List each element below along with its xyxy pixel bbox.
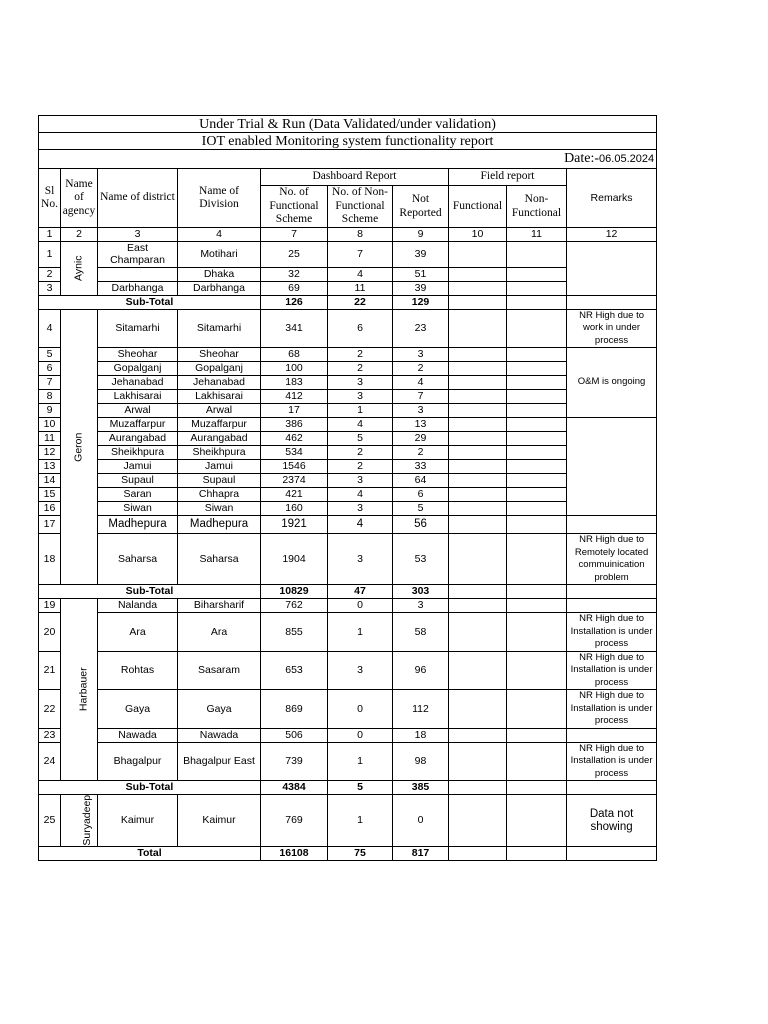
cell-non-functional: 0 — [328, 599, 393, 613]
cell-sl: 18 — [39, 534, 61, 585]
date-label: Date:- — [564, 150, 600, 166]
header-non-functional-scheme: No. of Non-Functional Scheme — [328, 186, 393, 228]
cell-district: Gopalganj — [98, 362, 178, 376]
cell-functional: 412 — [261, 390, 328, 404]
cell-division: Gaya — [178, 690, 261, 729]
cell-non-functional: 0 — [328, 690, 393, 729]
cell-not-reported: 0 — [393, 795, 449, 847]
cell-non-functional: 2 — [328, 446, 393, 460]
subtotal-label: Sub-Total — [39, 295, 261, 309]
cell-division: Arwal — [178, 404, 261, 418]
cell-sl: 22 — [39, 690, 61, 729]
cell-not-reported: 51 — [393, 267, 449, 281]
cell-not-reported: 39 — [393, 241, 449, 267]
header-field-non-functional: Non-Functional — [507, 186, 567, 228]
cell-division: Sasaram — [178, 651, 261, 690]
cell-district: Muzaffarpur — [98, 418, 178, 432]
cell-division: Bhagalpur East — [178, 742, 261, 781]
functionality-report-table — [38, 115, 657, 861]
header-dashboard-report: Dashboard Report — [261, 169, 449, 186]
cell-sl: 20 — [39, 613, 61, 652]
cell-division: Gopalganj — [178, 362, 261, 376]
cell-division: Lakhisarai — [178, 390, 261, 404]
cell-sl: 7 — [39, 376, 61, 390]
cell-field-functional — [449, 241, 507, 267]
cell-sl: 1 — [39, 241, 61, 267]
subtotal-functional: 126 — [261, 295, 328, 309]
total-not-reported: 817 — [393, 847, 449, 861]
cell-non-functional: 2 — [328, 362, 393, 376]
agency-geron: Geron — [61, 309, 98, 585]
cell-functional: 1904 — [261, 534, 328, 585]
cell-division: Saharsa — [178, 534, 261, 585]
agency-suryadeep: Suryadeep — [61, 795, 98, 847]
cell-district: Supaul — [98, 474, 178, 488]
cell-sl: 9 — [39, 404, 61, 418]
cell-sl: 3 — [39, 281, 61, 295]
table-row — [39, 460, 657, 474]
table-row — [39, 534, 657, 585]
cell-sl: 16 — [39, 502, 61, 516]
cell-non-functional: 11 — [328, 281, 393, 295]
cell-not-reported: 56 — [393, 516, 449, 534]
subtotal-non-functional: 22 — [328, 295, 393, 309]
cell-not-reported: 18 — [393, 728, 449, 742]
cell-sl: 23 — [39, 728, 61, 742]
cell-district: Kaimur — [98, 795, 178, 847]
table-row — [39, 446, 657, 460]
report-subtitle: IOT enabled Monitoring system functionality report — [39, 133, 657, 150]
cell-functional: 32 — [261, 267, 328, 281]
subtotal-not-reported: 385 — [393, 781, 449, 795]
column-number: 1 — [39, 228, 61, 242]
cell-non-functional: 2 — [328, 460, 393, 474]
cell-non-functional: 6 — [328, 309, 393, 348]
subtotal-row — [39, 585, 657, 599]
cell-not-reported: 4 — [393, 376, 449, 390]
subtotal-label: Sub-Total — [39, 585, 261, 599]
header-field-report: Field report — [449, 169, 567, 186]
cell-non-functional: 1 — [328, 613, 393, 652]
table-row — [39, 390, 657, 404]
header-division: Name of Division — [178, 169, 261, 228]
table-row — [39, 267, 657, 281]
subtotal-row — [39, 295, 657, 309]
date-value: 06.05.2024 — [599, 152, 655, 165]
cell-functional: 1546 — [261, 460, 328, 474]
cell-sl: 14 — [39, 474, 61, 488]
table-row — [39, 404, 657, 418]
header-not-reported: Not Reported — [393, 186, 449, 228]
cell-functional: 160 — [261, 502, 328, 516]
cell-non-functional: 3 — [328, 651, 393, 690]
cell-division: Muzaffarpur — [178, 418, 261, 432]
subtotal-not-reported: 303 — [393, 585, 449, 599]
cell-district: Rohtas — [98, 651, 178, 690]
cell-district — [98, 267, 178, 281]
cell-sl: 25 — [39, 795, 61, 847]
cell-district: Jamui — [98, 460, 178, 474]
cell-district: Aurangabad — [98, 432, 178, 446]
cell-not-reported: 3 — [393, 404, 449, 418]
cell-district: Jehanabad — [98, 376, 178, 390]
cell-sl: 11 — [39, 432, 61, 446]
cell-functional: 100 — [261, 362, 328, 376]
cell-division: Sheohar — [178, 348, 261, 362]
agency-harbauer: Harbauer — [61, 599, 98, 781]
table-row — [39, 516, 657, 534]
cell-not-reported: 5 — [393, 502, 449, 516]
cell-not-reported: 33 — [393, 460, 449, 474]
cell-division: Jamui — [178, 460, 261, 474]
cell-division: Aurangabad — [178, 432, 261, 446]
cell-district: Arwal — [98, 404, 178, 418]
cell-district: Madhepura — [98, 516, 178, 534]
cell-non-functional: 0 — [328, 728, 393, 742]
cell-sl: 10 — [39, 418, 61, 432]
cell-functional: 183 — [261, 376, 328, 390]
remark-ara: NR High due to Installation is under process — [567, 613, 657, 652]
report-date — [39, 150, 657, 169]
cell-non-functional: 1 — [328, 404, 393, 418]
remark-kaimur: Data not showing — [567, 795, 657, 847]
table-row — [39, 502, 657, 516]
cell-non-functional: 3 — [328, 376, 393, 390]
cell-non-functional: 4 — [328, 267, 393, 281]
cell-sl: 13 — [39, 460, 61, 474]
cell-not-reported: 53 — [393, 534, 449, 585]
cell-division: Motihari — [178, 241, 261, 267]
cell-division: Madhepura — [178, 516, 261, 534]
cell-division: Nawada — [178, 728, 261, 742]
cell-sl: 6 — [39, 362, 61, 376]
cell-non-functional: 4 — [328, 516, 393, 534]
cell-field-non-functional — [507, 241, 567, 267]
cell-remarks — [567, 241, 657, 295]
cell-district: Saharsa — [98, 534, 178, 585]
cell-not-reported: 58 — [393, 613, 449, 652]
cell-district: Lakhisarai — [98, 390, 178, 404]
cell-division: Darbhanga — [178, 281, 261, 295]
column-number: 4 — [178, 228, 261, 242]
cell-district: Darbhanga — [98, 281, 178, 295]
cell-sl: 12 — [39, 446, 61, 460]
cell-functional: 653 — [261, 651, 328, 690]
cell-district: Siwan — [98, 502, 178, 516]
cell-non-functional: 3 — [328, 390, 393, 404]
cell-division: Jehanabad — [178, 376, 261, 390]
cell-not-reported: 112 — [393, 690, 449, 729]
cell-functional: 534 — [261, 446, 328, 460]
cell-functional: 762 — [261, 599, 328, 613]
cell-sl: 21 — [39, 651, 61, 690]
cell-non-functional: 1 — [328, 742, 393, 781]
cell-functional: 739 — [261, 742, 328, 781]
remark-sitamarhi: NR High due to work in under process — [567, 309, 657, 348]
total-functional: 16108 — [261, 847, 328, 861]
cell-non-functional: 2 — [328, 348, 393, 362]
cell-not-reported: 13 — [393, 418, 449, 432]
remark-gaya: NR High due to Installation is under process — [567, 690, 657, 729]
header-sl-no: Sl No. — [39, 169, 61, 228]
table-row — [39, 613, 657, 652]
column-number-row — [39, 228, 657, 242]
header-field-functional: Functional — [449, 186, 507, 228]
total-label: Total — [39, 847, 261, 861]
cell-division: Biharsharif — [178, 599, 261, 613]
cell-division: Supaul — [178, 474, 261, 488]
table-row — [39, 432, 657, 446]
subtotal-not-reported: 129 — [393, 295, 449, 309]
cell-not-reported: 2 — [393, 362, 449, 376]
cell-not-reported: 64 — [393, 474, 449, 488]
table-row — [39, 281, 657, 295]
subtotal-label: Sub-Total — [39, 781, 261, 795]
cell-sl: 24 — [39, 742, 61, 781]
cell-non-functional: 1 — [328, 795, 393, 847]
header-agency: Name of agency — [61, 169, 98, 228]
cell-functional: 506 — [261, 728, 328, 742]
cell-division: Dhaka — [178, 267, 261, 281]
agency-aynic: Aynic — [61, 241, 98, 295]
table-row — [39, 474, 657, 488]
cell-district: East Champaran — [98, 241, 178, 267]
cell-district: Gaya — [98, 690, 178, 729]
cell-division: Sheikhpura — [178, 446, 261, 460]
cell-functional: 421 — [261, 488, 328, 502]
remark-om-ongoing: O&M is ongoing — [567, 348, 657, 418]
column-number: 3 — [98, 228, 178, 242]
cell-district: Nawada — [98, 728, 178, 742]
table-row — [39, 599, 657, 613]
cell-functional: 25 — [261, 241, 328, 267]
cell-functional: 341 — [261, 309, 328, 348]
cell-not-reported: 39 — [393, 281, 449, 295]
cell-not-reported: 96 — [393, 651, 449, 690]
cell-division: Chhapra — [178, 488, 261, 502]
table-row — [39, 362, 657, 376]
cell-division: Siwan — [178, 502, 261, 516]
table-row — [39, 348, 657, 362]
table-row — [39, 690, 657, 729]
table-row — [39, 376, 657, 390]
cell-functional: 1921 — [261, 516, 328, 534]
cell-non-functional: 3 — [328, 474, 393, 488]
subtotal-row — [39, 781, 657, 795]
cell-division: Ara — [178, 613, 261, 652]
cell-sl: 17 — [39, 516, 61, 534]
cell-district: Ara — [98, 613, 178, 652]
cell-not-reported: 3 — [393, 599, 449, 613]
column-number: 9 — [393, 228, 449, 242]
cell-not-reported: 23 — [393, 309, 449, 348]
cell-functional: 69 — [261, 281, 328, 295]
subtotal-functional: 4384 — [261, 781, 328, 795]
cell-not-reported: 2 — [393, 446, 449, 460]
cell-non-functional: 3 — [328, 502, 393, 516]
subtotal-non-functional: 5 — [328, 781, 393, 795]
cell-functional: 17 — [261, 404, 328, 418]
cell-functional: 2374 — [261, 474, 328, 488]
cell-division: Sitamarhi — [178, 309, 261, 348]
remark-bhagalpur: NR High due to Installation is under process — [567, 742, 657, 781]
cell-district: Saran — [98, 488, 178, 502]
cell-non-functional: 4 — [328, 418, 393, 432]
cell-functional: 855 — [261, 613, 328, 652]
cell-non-functional: 4 — [328, 488, 393, 502]
cell-functional: 462 — [261, 432, 328, 446]
column-number: 12 — [567, 228, 657, 242]
column-number: 2 — [61, 228, 98, 242]
cell-not-reported: 29 — [393, 432, 449, 446]
cell-sl: 2 — [39, 267, 61, 281]
header-district: Name of district — [98, 169, 178, 228]
cell-sl: 19 — [39, 599, 61, 613]
table-row — [39, 795, 657, 847]
cell-district: Nalanda — [98, 599, 178, 613]
cell-functional: 68 — [261, 348, 328, 362]
report-container — [38, 115, 656, 861]
cell-functional: 386 — [261, 418, 328, 432]
total-row — [39, 847, 657, 861]
table-row — [39, 488, 657, 502]
cell-functional: 869 — [261, 690, 328, 729]
remark-saharsa: NR High due to Remotely located commuinication problem — [567, 534, 657, 585]
cell-sl: 4 — [39, 309, 61, 348]
remark-rohtas: NR High due to Installation is under process — [567, 651, 657, 690]
table-row — [39, 728, 657, 742]
table-row — [39, 742, 657, 781]
table-row — [39, 241, 657, 267]
cell-not-reported: 3 — [393, 348, 449, 362]
cell-district: Sheohar — [98, 348, 178, 362]
subtotal-non-functional: 47 — [328, 585, 393, 599]
cell-non-functional: 5 — [328, 432, 393, 446]
total-non-functional: 75 — [328, 847, 393, 861]
cell-sl: 8 — [39, 390, 61, 404]
cell-non-functional: 3 — [328, 534, 393, 585]
cell-sl: 5 — [39, 348, 61, 362]
column-number: 8 — [328, 228, 393, 242]
header-functional-scheme: No. of Functional Scheme — [261, 186, 328, 228]
report-title: Under Trial & Run (Data Validated/under validation) — [39, 116, 657, 133]
cell-division: Kaimur — [178, 795, 261, 847]
column-number: 7 — [261, 228, 328, 242]
column-number: 11 — [507, 228, 567, 242]
cell-not-reported: 6 — [393, 488, 449, 502]
table-row — [39, 418, 657, 432]
cell-district: Bhagalpur — [98, 742, 178, 781]
cell-district: Sheikhpura — [98, 446, 178, 460]
table-row — [39, 309, 657, 348]
header-remarks: Remarks — [567, 169, 657, 228]
cell-functional: 769 — [261, 795, 328, 847]
cell-district: Sitamarhi — [98, 309, 178, 348]
table-row — [39, 651, 657, 690]
cell-sl: 15 — [39, 488, 61, 502]
cell-non-functional: 7 — [328, 241, 393, 267]
cell-not-reported: 7 — [393, 390, 449, 404]
column-number: 10 — [449, 228, 507, 242]
subtotal-functional: 10829 — [261, 585, 328, 599]
cell-not-reported: 98 — [393, 742, 449, 781]
